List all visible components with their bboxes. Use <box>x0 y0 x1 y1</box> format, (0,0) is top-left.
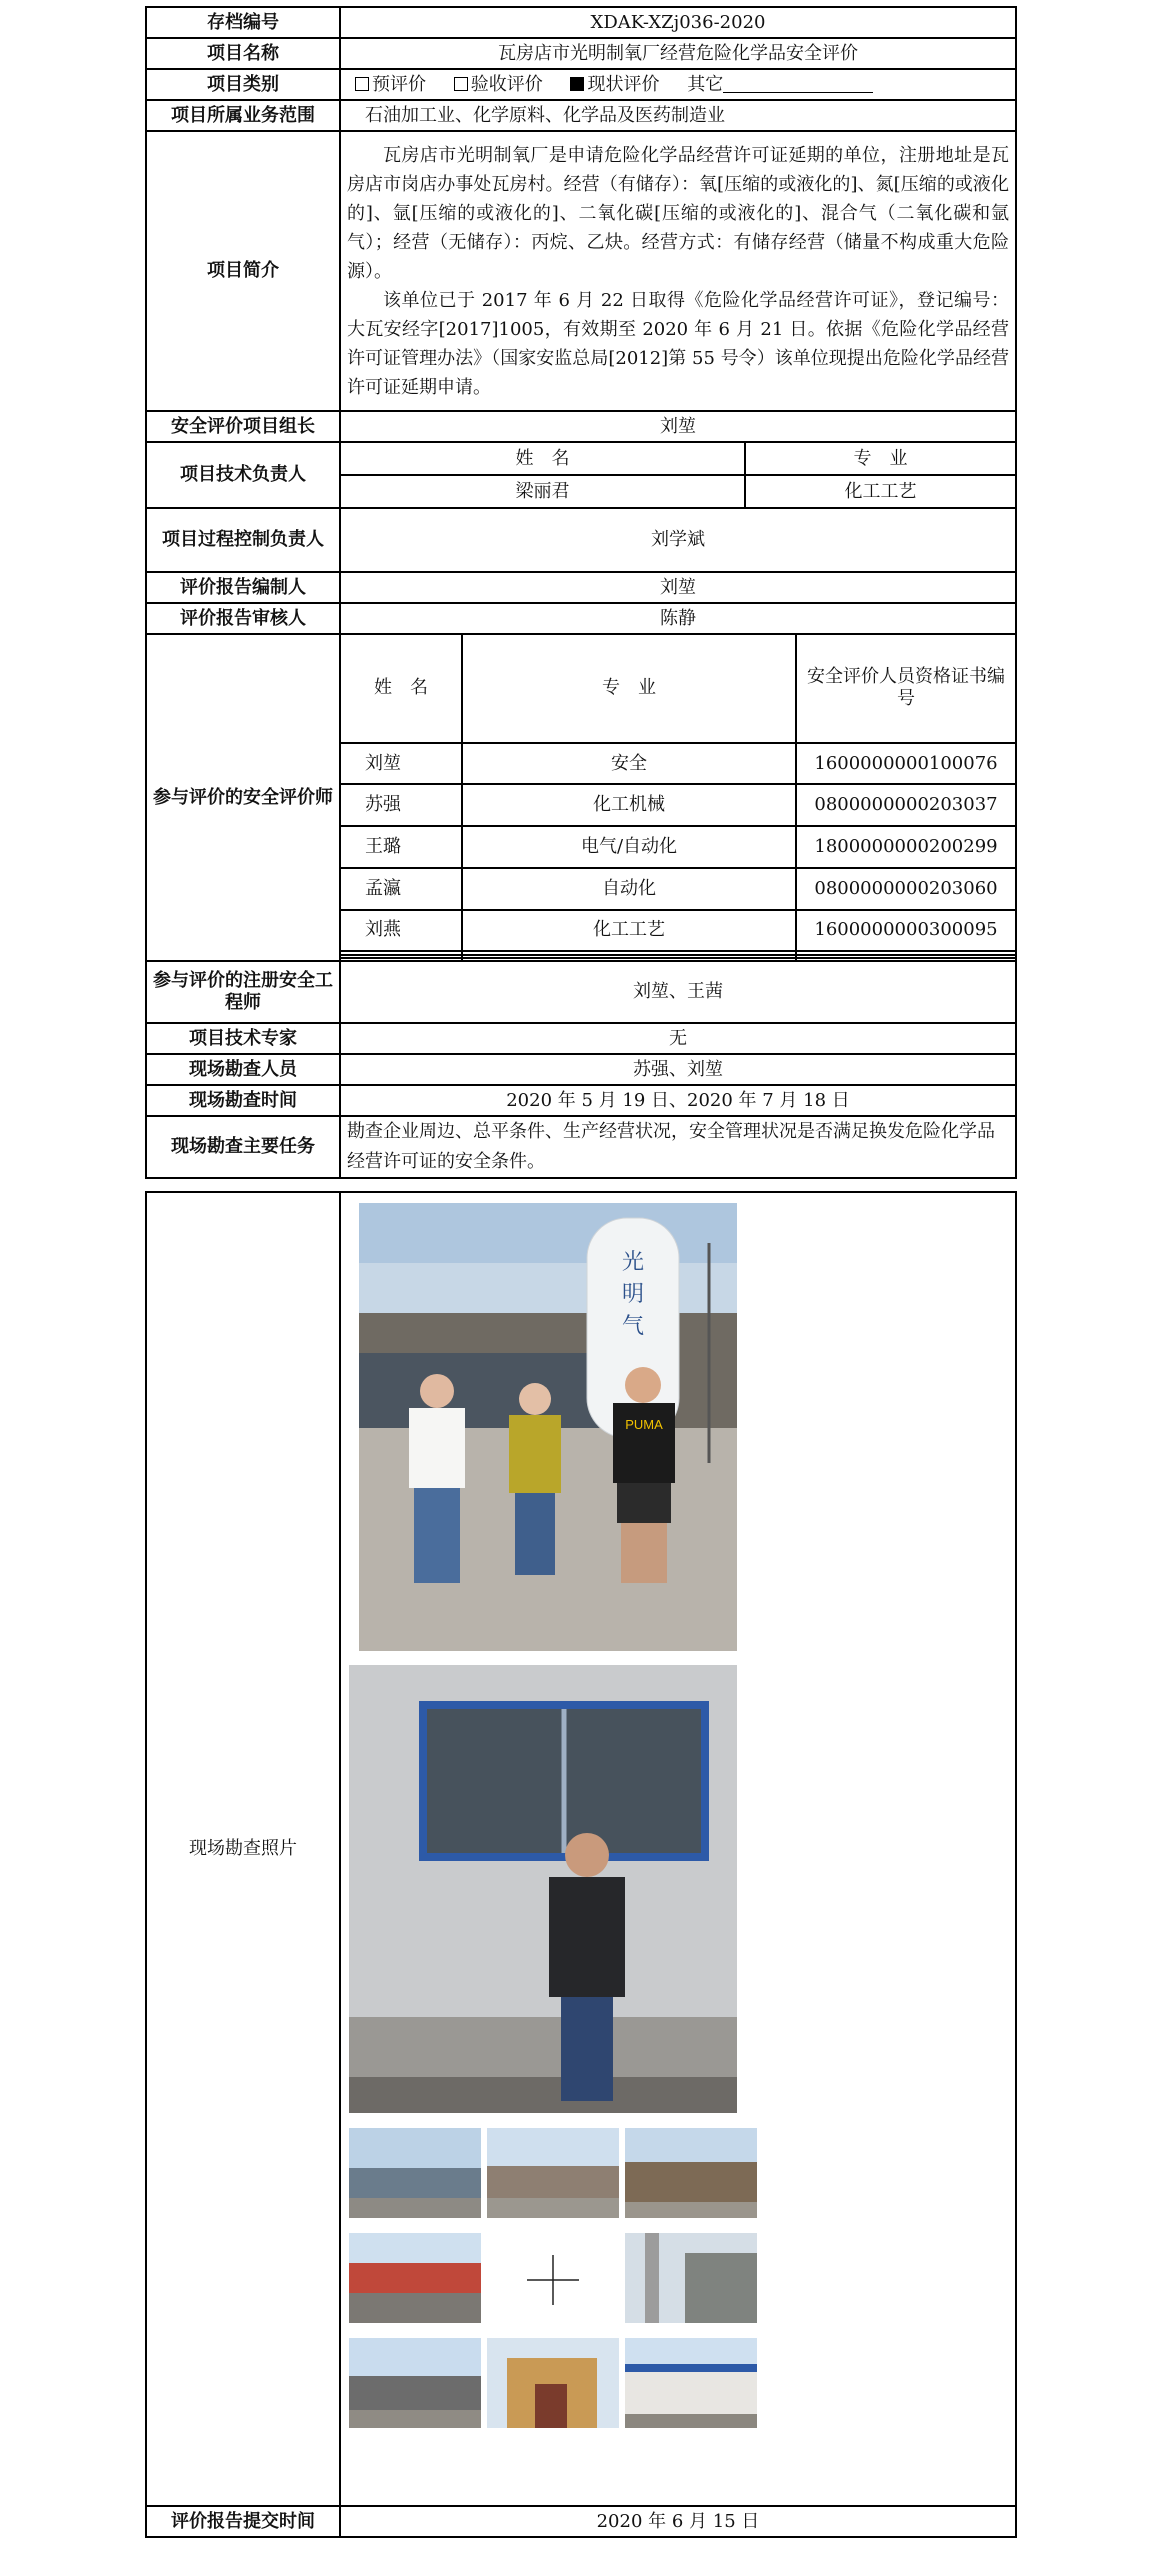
photo-table <box>145 1191 1017 2538</box>
group-photo-image <box>359 1203 737 1651</box>
site-thumbnail-image <box>487 2128 619 2218</box>
intro-paragraph-2: 该单位已于 2017 年 6 月 22 日取得《危险化学品经营许可证》，登记编号：大瓦安经字[2017]1005，有效期至 2020 年 6 月 21 日。依据《危险化学品经营许可证管理办法》（国家安监总局[2012]第 55 号令）该单位现提出危险化学品经营许可证延期申请。 <box>347 289 1009 398</box>
inspector-photo-image <box>349 1665 737 2113</box>
project-intro-label: 项目简介 <box>146 131 340 411</box>
tank-text: 光 <box>621 1250 645 1275</box>
site-thumbnail-image <box>625 2338 757 2428</box>
site-thumbnail <box>487 2128 619 2218</box>
tech-lead-major: 化工工艺 <box>745 475 1015 507</box>
checkbox-checked-icon <box>570 77 584 91</box>
assessor-cert-header: 安全评价人员资格证书编号 <box>796 635 1015 743</box>
tank-text: 气 <box>621 1314 645 1339</box>
shirt-text: PUMA <box>625 1417 663 1432</box>
site-thumbnail-image <box>349 2128 481 2218</box>
site-thumbnail-image <box>625 2128 757 2218</box>
assessors-table <box>341 635 1015 960</box>
assessor-cert-no: 1800000000200299 <box>796 826 1015 868</box>
assessor-cert-no: 0800000000203060 <box>796 868 1015 910</box>
site-thumbnail <box>349 2233 481 2323</box>
assessor-cert-no: 0800000000203037 <box>796 784 1015 826</box>
assessor-row <box>341 826 1015 868</box>
photos-label: 现场勘查照片 <box>146 1192 340 2506</box>
assessor-name: 王璐 <box>341 826 462 868</box>
crosshair-icon <box>487 2233 619 2323</box>
team-leader-value: 刘堃 <box>340 411 1016 442</box>
tech-expert-label: 项目技术专家 <box>146 1023 340 1054</box>
survey-time-value: 2020 年 5 月 19 日、2020 年 7 月 18 日 <box>340 1085 1016 1116</box>
option-pre-eval <box>355 74 426 96</box>
evaluation-form <box>145 6 1015 2538</box>
assessor-major: 电气/自动化 <box>462 826 796 868</box>
assessor-cert-no: 1600000000100076 <box>796 743 1015 785</box>
site-thumbnail-image <box>487 2338 619 2428</box>
other-blank-line <box>723 76 873 93</box>
info-table <box>145 6 1017 1179</box>
assessor-major <box>462 958 796 960</box>
assessor-cert-no: 1600000000300095 <box>796 910 1015 952</box>
assessor-major: 化工机械 <box>462 784 796 826</box>
tank-text: 明 <box>621 1282 645 1307</box>
site-thumbnail <box>487 2338 619 2428</box>
archive-no-label: 存档编号 <box>146 7 340 38</box>
survey-task-value: 勘查企业周边、总平条件、生产经营状况，安全管理状况是否满足换发危险化学品经营许可证的安全条件。 <box>340 1116 1016 1178</box>
process-lead-value: 刘学斌 <box>340 508 1016 572</box>
assessor-row <box>341 784 1015 826</box>
assessor-row <box>341 743 1015 785</box>
assessor-major: 自动化 <box>462 868 796 910</box>
option-label: 其它 <box>687 73 724 95</box>
project-category-options <box>340 69 1016 100</box>
survey-time-label: 现场勘查时间 <box>146 1085 340 1116</box>
submit-time-value: 2020 年 6 月 15 日 <box>340 2506 1016 2537</box>
option-label: 现状评价 <box>587 73 660 95</box>
assessor-name: 刘堃 <box>341 743 462 785</box>
compiler-value: 刘堃 <box>340 572 1016 603</box>
archive-no-value: XDAK-XZj036-2020 <box>340 7 1016 38</box>
tech-lead-table <box>341 443 1015 507</box>
project-name-label: 项目名称 <box>146 38 340 69</box>
photos-cell <box>340 1192 1016 2506</box>
team-leader-label: 安全评价项目组长 <box>146 411 340 442</box>
assessor-row <box>341 910 1015 952</box>
assessor-major-header: 专 业 <box>462 635 796 743</box>
tech-lead-name: 梁丽君 <box>341 475 745 507</box>
site-thumbnail <box>349 2128 481 2218</box>
survey-staff-label: 现场勘查人员 <box>146 1054 340 1085</box>
tech-lead-name-header: 姓 名 <box>341 443 745 475</box>
assessor-major: 化工工艺 <box>462 910 796 952</box>
assessor-major: 安全 <box>462 743 796 785</box>
survey-task-label: 现场勘查主要任务 <box>146 1116 340 1178</box>
assessors-cell <box>340 634 1016 961</box>
tech-lead-cell <box>340 442 1016 508</box>
assessor-cert-no <box>796 958 1015 960</box>
site-thumbnail <box>349 2338 481 2428</box>
process-lead-label: 项目过程控制负责人 <box>146 508 340 572</box>
business-scope-value: 石油加工业、化学原料、化学品及医药制造业 <box>340 100 1016 131</box>
compiler-label: 评价报告编制人 <box>146 572 340 603</box>
project-name-value: 瓦房店市光明制氧厂经营危险化学品安全评价 <box>340 38 1016 69</box>
assessor-name-header: 姓 名 <box>341 635 462 743</box>
option-status-eval <box>570 74 659 96</box>
assessor-name <box>341 958 462 960</box>
option-label: 预评价 <box>372 73 426 95</box>
option-label: 验收评价 <box>470 73 543 95</box>
assessor-name: 刘燕 <box>341 910 462 952</box>
inspector-photo <box>349 1665 737 2113</box>
reg-engineer-label: 参与评价的注册安全工程师 <box>146 961 340 1023</box>
tech-expert-value: 无 <box>340 1023 1016 1054</box>
survey-staff-value: 苏强、刘堃 <box>340 1054 1016 1085</box>
group-photo <box>359 1203 737 1651</box>
tech-lead-label: 项目技术负责人 <box>146 442 340 508</box>
assessor-row <box>341 868 1015 910</box>
site-thumbnail <box>625 2233 757 2323</box>
reg-engineer-value: 刘堃、王茜 <box>340 961 1016 1023</box>
intro-paragraph-1: 瓦房店市光明制氧厂是申请危险化学品经营许可证延期的单位，注册地址是瓦房店市岗店办事处瓦房村。经营（有储存）：氧[压缩的或液化的]、氮[压缩的或液化的]、氩[压缩的或液化的]、二氧化碳[压缩的或液化的]、混合气（二氧化碳和氩气）；经营（无储存）：丙烷、乙炔。经营方式：有储存经营（储量不构成重大危险源）。 <box>347 144 1009 282</box>
crosshair-thumbnail <box>487 2233 619 2323</box>
option-other <box>687 74 873 95</box>
assessor-name: 苏强 <box>341 784 462 826</box>
checkbox-icon <box>355 77 369 91</box>
assessor-name: 孟瀛 <box>341 868 462 910</box>
project-intro <box>340 131 1016 411</box>
tech-lead-major-header: 专 业 <box>745 443 1015 475</box>
project-category-label: 项目类别 <box>146 69 340 100</box>
assessor-row <box>341 958 1015 960</box>
site-thumbnail <box>625 2128 757 2218</box>
submit-time-label: 评价报告提交时间 <box>146 2506 340 2537</box>
site-thumbnail-image <box>625 2233 757 2323</box>
assessors-label: 参与评价的安全评价师 <box>146 634 340 961</box>
business-scope-label: 项目所属业务范围 <box>146 100 340 131</box>
site-thumbnail <box>625 2338 757 2428</box>
option-acceptance-eval <box>454 74 543 96</box>
reviewer-value: 陈静 <box>340 603 1016 634</box>
reviewer-label: 评价报告审核人 <box>146 603 340 634</box>
checkbox-icon <box>454 77 468 91</box>
site-thumbnail-image <box>349 2338 481 2428</box>
site-thumbnail-image <box>349 2233 481 2323</box>
